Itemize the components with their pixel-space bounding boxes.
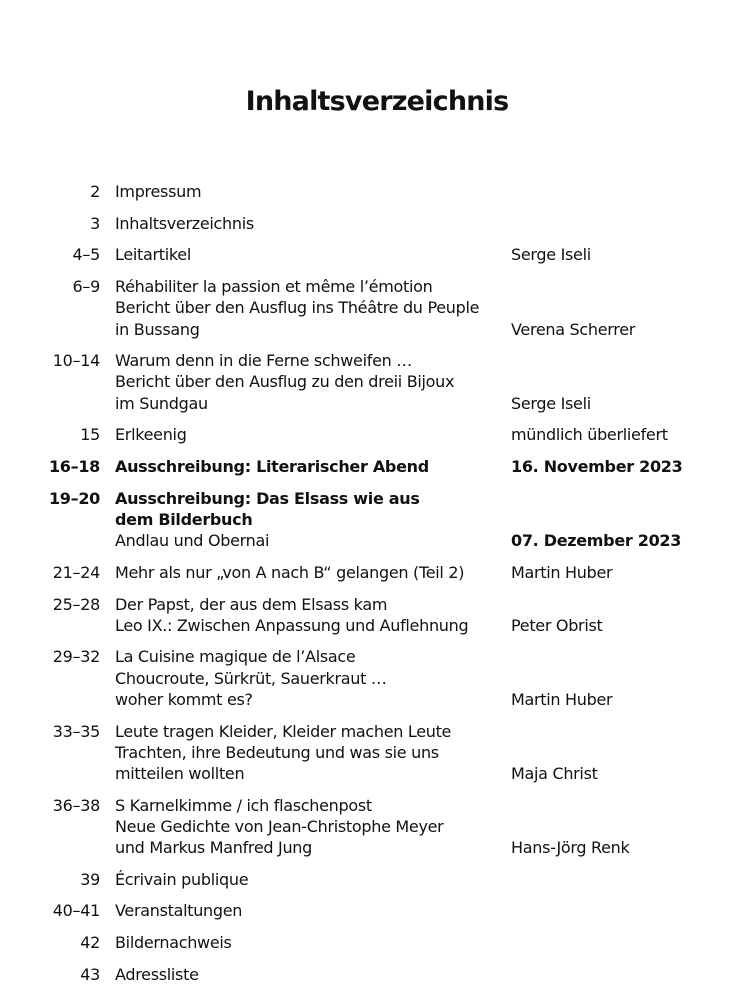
entry-title [115, 646, 505, 710]
entry-author: Peter Obrist [511, 615, 603, 635]
toc-entry [0, 456, 736, 477]
toc-entry [0, 721, 736, 785]
entry-title-line: woher kommt es? [115, 689, 253, 709]
toc-entry [0, 424, 736, 445]
toc-entry [0, 350, 736, 414]
entry-title-line: im Sundgau [115, 393, 208, 413]
entry-title-line: Réhabiliter la passion et même l’émotion [115, 277, 433, 297]
toc-entry [0, 900, 736, 921]
entry-author: mündlich überliefert [511, 425, 668, 445]
toc-entry [0, 795, 736, 859]
page-range: 16–18 [48, 457, 100, 477]
toc-entry [0, 276, 736, 340]
entry-title-line: Bericht über den Ausflug ins Théâtre du Peuple [115, 298, 480, 318]
entry-title-line: Neue Gedichte von Jean-Christophe Meyer [115, 816, 444, 836]
page-range: 39 [80, 869, 100, 889]
page-range: 19–20 [48, 488, 100, 508]
entry-title-line: Ausschreibung: Das Elsass wie aus [115, 488, 420, 508]
entry-title [115, 424, 505, 445]
entry-author: Maja Christ [511, 763, 598, 783]
entry-title-line: La Cuisine magique de l’Alsace [115, 647, 356, 667]
page-range: 4–5 [72, 245, 100, 265]
page-range: 6–9 [72, 277, 100, 297]
entry-title-line: Leo IX.: Zwischen Anpassung und Auflehnung [115, 615, 469, 635]
table-of-contents [0, 181, 736, 996]
page-range: 21–24 [52, 562, 100, 582]
toc-entry [0, 594, 736, 636]
page-range: 10–14 [52, 351, 100, 371]
entry-title [115, 488, 505, 552]
entry-title-line: Der Papst, der aus dem Elsass kam [115, 594, 388, 614]
entry-date: 16. November 2023 [511, 457, 683, 477]
entry-title-line: Mehr als nur „von A nach B“ gelangen (Teil 2) [115, 562, 465, 582]
entry-author: Martin Huber [511, 562, 613, 582]
toc-entry [0, 181, 736, 202]
entry-title [115, 932, 505, 953]
entry-title-line: Ausschreibung: Literarischer Abend [115, 457, 429, 477]
toc-entry [0, 646, 736, 710]
page-range: 3 [90, 213, 100, 233]
entry-title [115, 244, 505, 265]
entry-title [115, 181, 505, 202]
toc-entry [0, 488, 736, 552]
entry-author: Serge Iseli [511, 393, 591, 413]
entry-author: Hans-Jörg Renk [511, 838, 630, 858]
entry-title-line: Bildernachweis [115, 933, 232, 953]
entry-title [115, 562, 505, 583]
entry-author: Serge Iseli [511, 245, 591, 265]
page-range: 43 [80, 964, 100, 984]
entry-title [115, 964, 505, 985]
entry-title-line: Leitartikel [115, 245, 191, 265]
entry-author: Martin Huber [511, 689, 613, 709]
entry-title [115, 456, 505, 477]
entry-title [115, 350, 505, 414]
entry-title-line: mitteilen wollten [115, 763, 245, 783]
page-range: 25–28 [52, 594, 100, 614]
entry-title-line: Impressum [115, 182, 202, 201]
entry-title-line: Bericht über den Ausflug zu den dreii Bijoux [115, 372, 455, 392]
entry-title-line: S Karnelkimme / ich flaschenpost [115, 795, 372, 815]
page-range: 33–35 [52, 721, 100, 741]
page-range: 2 [90, 182, 100, 201]
toc-entry [0, 562, 736, 583]
entry-title-line: Adressliste [115, 964, 199, 984]
entry-title [115, 900, 505, 921]
entry-title [115, 594, 505, 636]
toc-entry [0, 932, 736, 953]
entry-date: 07. Dezember 2023 [511, 531, 682, 551]
entry-title [115, 721, 505, 785]
toc-entry [0, 869, 736, 890]
page-title: Inhaltsverzeichnis [245, 86, 509, 118]
toc-entry [0, 964, 736, 985]
entry-title-line: dem Bilderbuch [115, 509, 253, 529]
page-range: 42 [80, 933, 100, 953]
entry-title [115, 276, 505, 340]
entry-title-line: Choucroute, Sürkrüt, Sauerkraut … [115, 668, 387, 688]
entry-title-line: Leute tragen Kleider, Kleider machen Leute [115, 721, 452, 741]
entry-author: Verena Scherrer [511, 319, 636, 339]
entry-title [115, 795, 505, 859]
entry-title-line: Andlau und Obernai [115, 531, 270, 551]
entry-title-line: Inhaltsverzeichnis [115, 213, 254, 233]
entry-title-line: in Bussang [115, 319, 200, 339]
page-range: 29–32 [52, 647, 100, 667]
entry-title-line: Warum denn in die Ferne schweifen … [115, 351, 412, 371]
entry-title-line: Erlkeenig [115, 425, 187, 445]
entry-title-line: Veranstaltungen [115, 901, 243, 921]
page-range: 15 [80, 425, 100, 445]
toc-entry [0, 213, 736, 234]
toc-entry [0, 244, 736, 265]
entry-title-line: Écrivain publique [115, 869, 249, 889]
page-range: 40–41 [52, 901, 100, 921]
entry-title-line: Trachten, ihre Bedeutung und was sie uns [115, 742, 439, 762]
page-range: 36–38 [52, 795, 100, 815]
entry-title [115, 869, 505, 890]
entry-title-line: und Markus Manfred Jung [115, 838, 312, 858]
entry-title [115, 213, 505, 234]
